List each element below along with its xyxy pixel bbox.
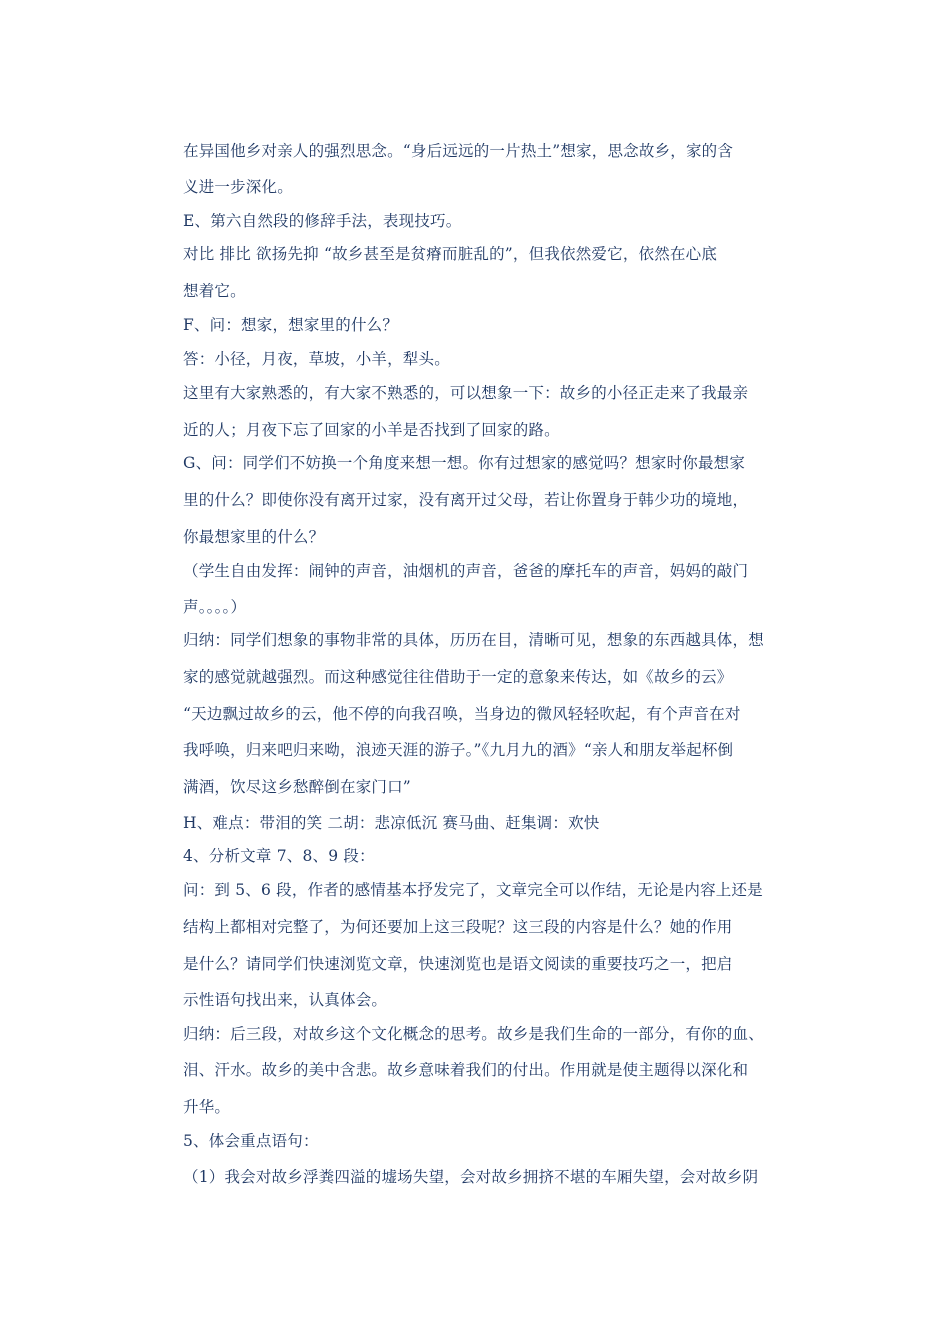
- text-line: 5、体会重点语句：: [183, 1132, 319, 1150]
- text-line: “天边飘过故乡的云，他不停的向我召唤，当身边的微风轻轻吹起，有个声音在对: [183, 705, 741, 723]
- text-line: （学生自由发挥：闹钟的声音，油烟机的声音，爸爸的摩托车的声音，妈妈的敲门: [183, 562, 749, 580]
- text-line: E、第六自然段的修辞手法，表现技巧。: [183, 212, 462, 230]
- text-line: 对比 排比 欲扬先抑 “故乡甚至是贫瘠而脏乱的”，但我依然爱它，依然在心底: [183, 245, 718, 263]
- text-line: 归纳：后三段，对故乡这个文化概念的思考。故乡是我们生命的一部分，有你的血、: [183, 1025, 764, 1043]
- text-line: 声。。。。）: [183, 598, 247, 616]
- text-line: 在异国他乡对亲人的强烈思念。“身后远远的一片热土”想家，思念故乡，家的含: [183, 142, 734, 160]
- text-line: 是什么？请同学们快速浏览文章，快速浏览也是语文阅读的重要技巧之一，把启: [183, 955, 733, 973]
- text-line: 问：到 5、6 段，作者的感情基本抒发完了，文章完全可以作结，无论是内容上还是: [183, 881, 763, 899]
- text-line: 我呼唤，归来吧归来呦，浪迹天涯的游子。”《九月九的酒》“亲人和朋友举起杯倒: [183, 741, 734, 759]
- text-line: 示性语句找出来，认真体会。: [183, 991, 388, 1009]
- text-line: 归纳：同学们想象的事物非常的具体，历历在目，清晰可见，想象的东西越具体，想: [183, 631, 764, 649]
- text-line: 你最想家里的什么？: [183, 528, 325, 546]
- text-line: 答：小径，月夜，草坡，小羊，犁头。: [183, 350, 450, 368]
- text-line: 结构上都相对完整了，为何还要加上这三段呢？这三段的内容是什么？她的作用: [183, 918, 733, 936]
- text-line: 近的人；月夜下忘了回家的小羊是否找到了回家的路。: [183, 421, 560, 439]
- text-line: G、问：同学们不妨换一个角度来想一想。你有过想家的感觉吗？想家时你最想家: [183, 454, 746, 472]
- text-line: 升华。: [183, 1098, 231, 1116]
- text-line: 想着它。: [183, 282, 246, 300]
- text-line: 义进一步深化。: [183, 178, 293, 196]
- text-line: 满酒，饮尽这乡愁醉倒在家门口”: [183, 778, 411, 796]
- text-line: 泪、汗水。故乡的美中含悲。故乡意味着我们的付出。作用就是使主题得以深化和: [183, 1061, 749, 1079]
- text-line: （1）我会对故乡浮粪四溢的墟场失望，会对故乡拥挤不堪的车厢失望，会对故乡阴: [183, 1168, 759, 1186]
- text-line: H、难点：带泪的笑 二胡：悲凉低沉 赛马曲、赶集调：欢快: [183, 814, 600, 832]
- text-line: 4、分析文章 7、8、9 段：: [183, 847, 375, 865]
- text-line: 里的什么？即使你没有离开过家，没有离开过父母，若让你置身于韩少功的境地，: [183, 491, 749, 509]
- text-line: 这里有大家熟悉的，有大家不熟悉的，可以想象一下：故乡的小径正走来了我最亲: [183, 384, 749, 402]
- text-line: F、问：想家，想家里的什么？: [183, 316, 399, 334]
- text-line: 家的感觉就越强烈。而这种感觉往往借助于一定的意象来传达，如《故乡的云》: [183, 668, 733, 686]
